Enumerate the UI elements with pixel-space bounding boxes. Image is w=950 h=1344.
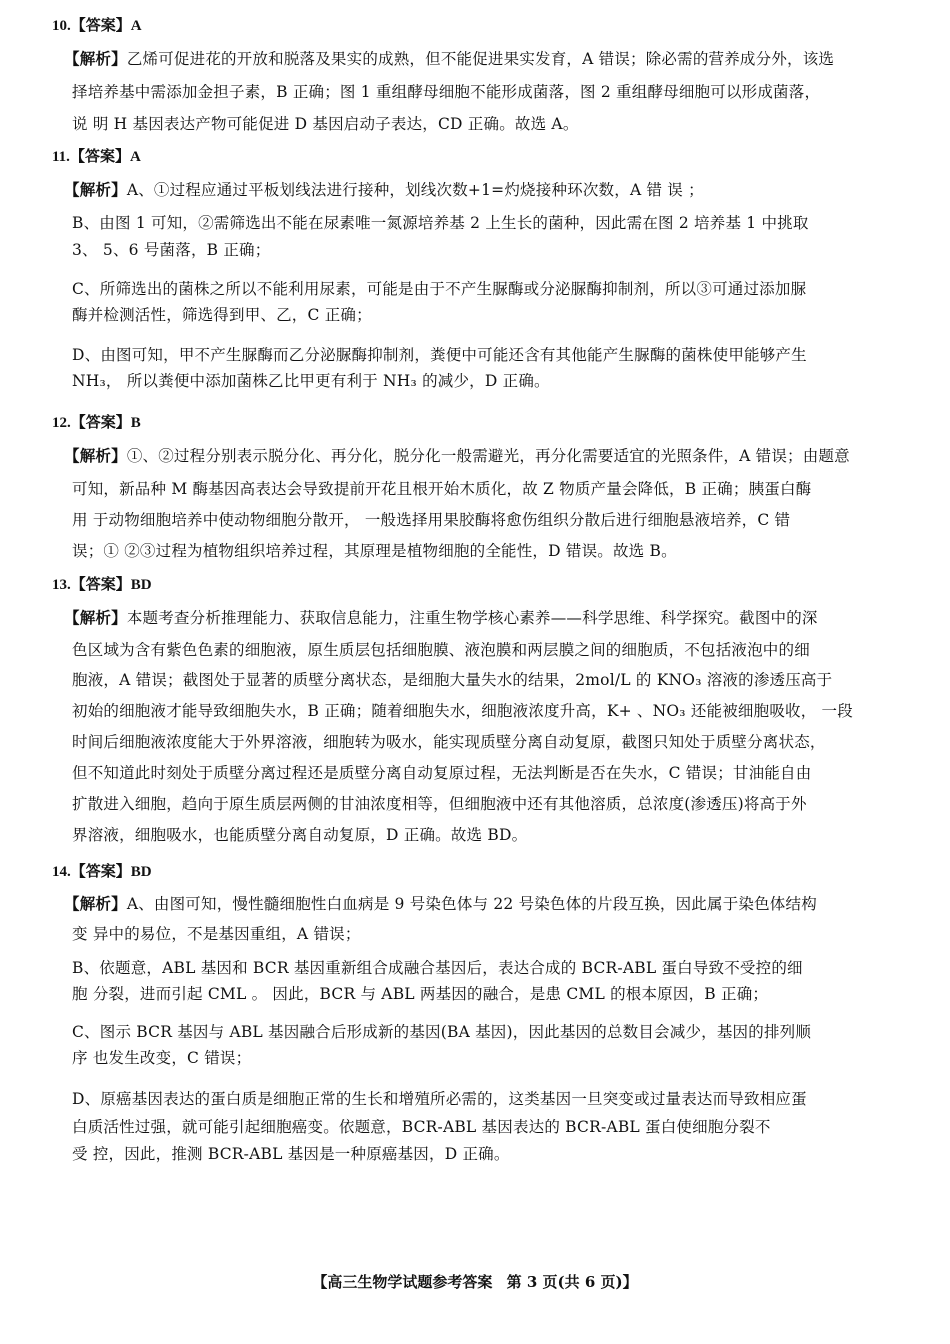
explanation-text: B、依题意，ABL 基因和 BCR 基因重新组合成融合基因后，表达合成的 BCR-ABL 蛋白导致不受控的细 xyxy=(72,959,803,977)
explanation-line xyxy=(64,446,850,466)
explanation-line xyxy=(72,510,790,530)
explanation-text: 乙烯可促进花的开放和脱落及果实的成熟，但不能促进果实发育，A 错误；除必需的营养成分外，该选 xyxy=(126,50,835,68)
answer-value: A xyxy=(130,18,142,34)
question-11-header xyxy=(52,145,141,166)
explanation-line xyxy=(64,49,834,69)
explanation-line xyxy=(72,984,768,1004)
explanation-text: 说 明 H 基因表达产物可能促进 D 基因启动子表达，CD 正确。故选 A。 xyxy=(72,115,579,133)
explanation-text: 酶并检测活性，筛选得到甲、乙，C 正确； xyxy=(72,306,372,324)
explanation-text: 胞液，A 错误；截图处于显著的质壁分离状态，是细胞大量失水的结果，2mol/L 的 KNO₃ 溶液的渗透压高于 xyxy=(72,671,833,689)
explanation-line xyxy=(72,82,820,102)
explanation-text: 扩散进入细胞，趋向于原生质层两侧的甘油浓度相等，但细胞液中还有其他溶质，总浓度(渗透压)将高于外 xyxy=(72,795,807,813)
explanation-label: 【解析】 xyxy=(64,894,127,913)
explanation-line xyxy=(72,371,550,391)
explanation-line xyxy=(72,1022,811,1042)
answer-label: 【答案】 xyxy=(70,16,131,34)
footer-title: 【高三生物学试题参考答案 xyxy=(312,1273,493,1291)
explanation-line xyxy=(72,958,803,978)
question-number: 11. xyxy=(52,149,70,165)
explanation-text: 变 异中的易位，不是基因重组，A 错误； xyxy=(72,925,361,943)
explanation-text: C、图示 BCR 基因与 ABL 基因融合后形成新的基因(BA 基因)，因此基因的总数目会减少，基因的排列顺 xyxy=(72,1023,812,1041)
explanation-text: C、所筛选出的菌株之所以不能利用尿素，可能是由于不产生脲酶或分泌脲酶抑制剂，所以③可通过添加脲 xyxy=(72,280,807,298)
answer-value: A xyxy=(129,149,141,165)
explanation-line xyxy=(72,924,361,944)
explanation-text: D、由图可知，甲不产生脲酶而乙分泌脲酶抑制剂，粪便中可能还含有其他能产生脲酶的菌株使甲能够产生 xyxy=(72,346,807,364)
explanation-label: 【解析】 xyxy=(64,446,127,465)
explanation-label: 【解析】 xyxy=(64,180,127,199)
explanation-line xyxy=(72,279,806,299)
explanation-line xyxy=(64,180,704,200)
explanation-text: A、①过程应通过平板划线法进行接种，划线次数+1=灼烧接种环次数，A 错 误 ； xyxy=(126,181,704,199)
explanation-line xyxy=(72,794,807,814)
explanation-text: 胞 分裂，进而引起 CML 。 因此，BCR 与 ABL 两基因的融合，是患 CML 的根本原因，B 正确； xyxy=(72,985,769,1003)
explanation-line xyxy=(72,640,810,660)
explanation-text: B、由图 1 可知，②需筛选出不能在尿素唯一氮源培养基 2 上生长的菌种，因此需在图 2 培养基 1 中挑取 xyxy=(72,214,809,232)
explanation-text: 用 于动物细胞培养中使动物细胞分散开， 一般选择用果胶酶将愈伤组织分散后进行细胞悬液培养，C 错 xyxy=(72,511,791,529)
explanation-text: 误；① ②③过程为植物组织培养过程，其原理是植物细胞的全能性，D 错误。故选 B。 xyxy=(72,542,677,560)
explanation-text: 3、 5、6 号菌落，B 正确； xyxy=(72,241,271,259)
explanation-text: 时间后细胞液浓度能大于外界溶液，细胞转为吸水，能实现质壁分离自动复原，截图只知处于质壁分离状态， xyxy=(72,733,826,751)
explanation-line xyxy=(64,894,817,914)
explanation-line xyxy=(72,114,579,134)
question-12-header xyxy=(52,411,141,432)
answer-value: BD xyxy=(130,864,152,880)
explanation-line xyxy=(72,1117,771,1137)
explanation-text: 但不知道此时刻处于质壁分离过程还是质壁分离自动复原过程，无法判断是否在失水，C 错误；甘油能自由 xyxy=(72,764,812,782)
explanation-line xyxy=(72,670,832,690)
question-13-header xyxy=(52,573,152,594)
explanation-line xyxy=(72,1144,510,1164)
question-number: 12. xyxy=(52,415,71,431)
page-footer xyxy=(0,1271,950,1292)
explanation-line xyxy=(72,763,811,783)
answer-label: 【答案】 xyxy=(70,413,131,431)
explanation-label: 【解析】 xyxy=(64,49,127,68)
explanation-line xyxy=(72,345,807,365)
question-14-header xyxy=(52,860,152,881)
explanation-line xyxy=(72,701,853,721)
answer-label: 【答案】 xyxy=(70,575,131,593)
explanation-text: 受 控，因此，推测 BCR-ABL 基因是一种原癌基因，D 正确。 xyxy=(72,1145,510,1163)
explanation-text: D、原癌基因表达的蛋白质是细胞正常的生长和增殖所必需的，这类基因一旦突变或过量表达而导致相应蛋 xyxy=(72,1090,807,1108)
explanation-line xyxy=(72,732,826,752)
explanation-text: 本题考查分析推理能力、获取信息能力，注重生物学核心素养——科学思维、科学探究。截图中的深 xyxy=(126,609,818,627)
explanation-line xyxy=(72,541,677,561)
explanation-text: ①、②过程分别表示脱分化、再分化，脱分化一般需避光，再分化需要适宜的光照条件，A 错误；由题意 xyxy=(126,447,850,465)
answer-label: 【答案】 xyxy=(70,862,131,880)
answer-value: B xyxy=(130,415,141,431)
answer-label: 【答案】 xyxy=(69,147,130,165)
question-10-header xyxy=(52,14,142,35)
explanation-text: 择培养基中需添加金担子素，B 正确；图 1 重组酵母细胞不能形成菌落，图 2 重组酵母细胞可以形成菌落， xyxy=(72,83,821,101)
footer-page-number: 第 3 页(共 6 页)】 xyxy=(506,1273,638,1291)
explanation-label: 【解析】 xyxy=(64,608,127,627)
explanation-line xyxy=(72,1048,251,1068)
answer-value: BD xyxy=(130,577,152,593)
explanation-text: 序 也发生改变，C 错误； xyxy=(72,1049,252,1067)
question-number: 14. xyxy=(52,864,71,880)
explanation-line xyxy=(72,825,527,845)
question-number: 10. xyxy=(52,18,71,34)
explanation-text: 可知，新品种 M 酶基因高表达会导致提前开花且根开始木质化，故 Z 物质产量会降低，B 正确；胰蛋白酶 xyxy=(72,480,812,498)
explanation-text: 白质活性过强，就可能引起细胞癌变。依题意，BCR-ABL 基因表达的 BCR-ABL 蛋白使细胞分裂不 xyxy=(72,1118,771,1136)
explanation-text: 色区域为含有紫色色素的细胞液，原生质层包括细胞膜、液泡膜和两层膜之间的细胞质，不包括液泡中的细 xyxy=(72,641,810,659)
explanation-line xyxy=(72,1089,807,1109)
explanation-line xyxy=(72,213,809,233)
explanation-text: 界溶液，细胞吸水，也能质壁分离自动复原，D 正确。故选 BD。 xyxy=(72,826,528,844)
explanation-line xyxy=(72,305,372,325)
explanation-text: 初始的细胞液才能导致细胞失水，B 正确；随着细胞失水，细胞液浓度升高，K+ 、NO₃ 还能被细胞吸收， 一段 xyxy=(72,702,853,720)
explanation-line xyxy=(64,608,818,628)
explanation-line xyxy=(72,479,811,499)
explanation-text: NH₃， 所以粪便中添加菌株乙比甲更有利于 NH₃ 的减少，D 正确。 xyxy=(72,372,550,390)
question-number: 13. xyxy=(52,577,71,593)
explanation-text: A、由图可知，慢性髓细胞性白血病是 9 号染色体与 22 号染色体的片段互换，因此属于染色体结构 xyxy=(126,895,817,913)
explanation-line xyxy=(72,240,270,260)
